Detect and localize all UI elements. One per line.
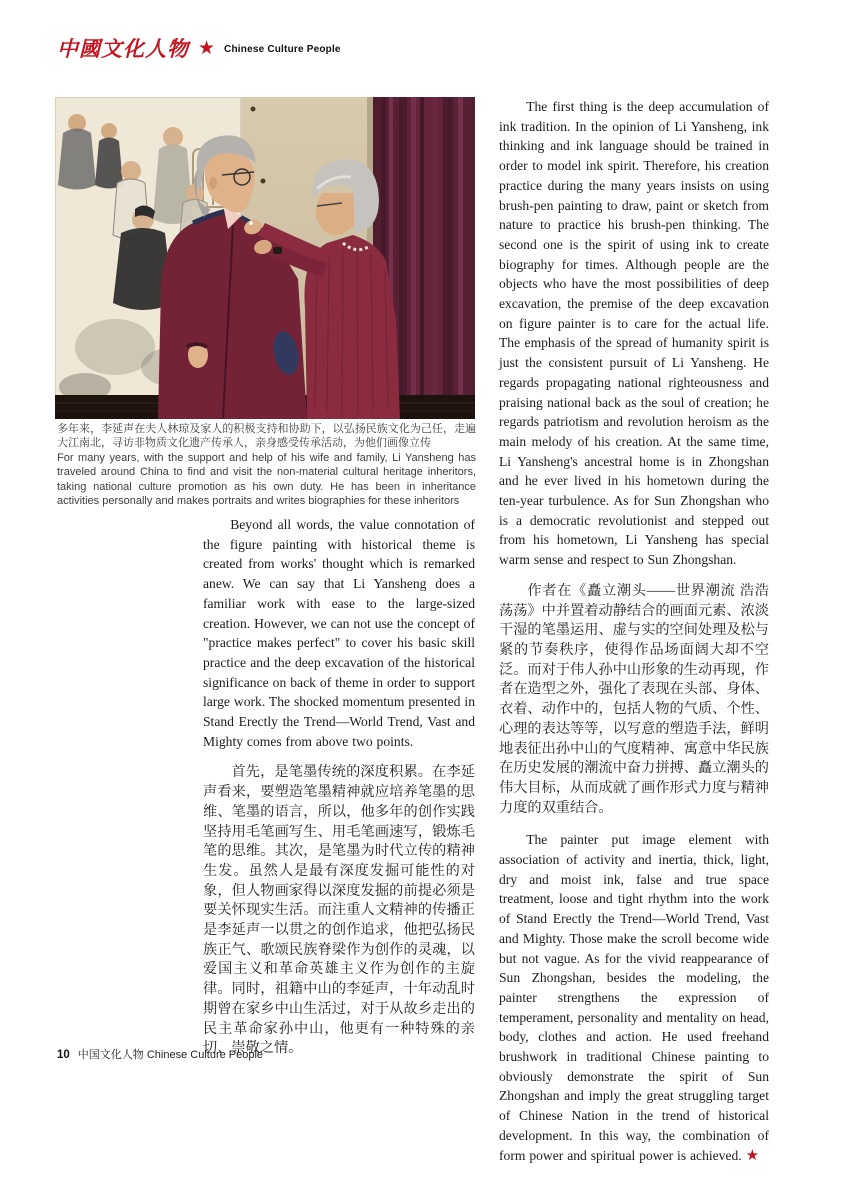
left-paragraph-english: Beyond all words, the value connotation of the figure painting with historical theme is created from works' thought which is remarked anew. We can say that Li Yansheng does a familiar work with ease to the large-sized creation. However, we can not use the concept of "practice makes perfect" to cover his basic skill practice and the deep excavation of the historical significance on back of theme in order to support large work. The shocked momentum presented in Stand Erectly the Trend—World Trend, Vast and Mighty comes from above two points. xyxy=(203,517,475,749)
right-paragraph-3-english xyxy=(499,830,769,1166)
ring xyxy=(249,221,253,225)
right-column xyxy=(499,97,769,1178)
photo xyxy=(55,97,475,419)
photo-caption-chinese: 多年来，李延声在夫人林琼及家人的积极支持和协助下，以弘扬民族文化为己任，走遍大江南北，寻访非物质文化遗产传承人，亲身感受传承活动，为他们画像立传 xyxy=(57,423,476,450)
left-column xyxy=(203,515,475,1071)
photo-caption-english: For many years, with the support and help of his wife and family, Li Yansheng has traveled around China to find and visit the non-material cultural heritage inheritors, taking national culture promotion as his own duty. He has been in inheritance activities personally and makes portraits and writes biographies for these inheritors xyxy=(57,451,476,508)
page-number: 10 xyxy=(57,1049,70,1061)
right-paragraph-1-english: The first thing is the deep accumulation of ink tradition. In the opinion of Li Yansheng, ink thinking and ink language should be trained in order to model ink spirit. Therefore, his creation practice during the many years insists on using brush-pen painting to draw, paint or sketch from nature to practice his brush-pen thinking. The second one is the spirit of using ink to create biography for times. Although people are the objects who have the most possibilities of deep excavation, the premise of the deep excavation on figure painter is to care for the actual life. The emphasis of the spread of humanity spirit is just the consistent pursuit of Li Yansheng. He regards propagating national righteousness and praising national back as the soul of creation; he regards patriotism and revolution heroism as the main melody of his creation. At the same time, Li Yansheng's ancestral home is in Zhongshan and he ever lived in his hometown during the ten-year turbulence. As for Sun Zhongshan who is a democratic revolutionist and stepped out from his hometown, Li Yansheng has special warm sense and respect to Sun Zhongshan. xyxy=(499,99,769,568)
left-paragraph-chinese: 首先，是笔墨传统的深度积累。在李延声看来，要塑造笔墨精神就应培养笔墨的思维、笔墨的语言，所以，他多年的创作实践坚持用毛笔画写生、用毛笔画速写，锻炼毛笔的思维。其次，是笔墨为时代立传的精神生发。虽然人是最有深度发掘可能性的对象，但人物画家得以深度发掘的前提必须是要关怀现实生活。而注重人文精神的传播正是李延声一以贯之的创作追求，他把弘扬民族正气、歌颂民族脊梁作为创作的灵魂，以爱国主义和革命英雄主义作为创作的主旋律。同时，祖籍中山的李延声，十年动乱时期曾在家乡中山生活过，对于从故乡走出的民主革命家孙中山，他更有一种特殊的亲切、崇敬之情。 xyxy=(203,764,475,1057)
right-paragraph-2-chinese: 作者在《矗立潮头——世界潮流 浩浩荡荡》中并置着动静结合的画面元素、浓淡干湿的笔墨运用、虚与实的空间处理及松与紧的节奏秩序，使得作品场面阔大却不空泛。而对于伟人孙中山形象的生动再现，作者在造型之外，强化了表现在头部、身体、衣着、动作中的，包括人物的气质、个性、心理的表达等等，以写意的塑造手法，鲜明地表征出孙中山的气度精神、寓意中华民族在历史发展的潮流中奋力拼搏、矗立潮头的伟大目标，从而成就了画作形式力度与精神力度的双重结合。 xyxy=(499,582,769,816)
footer-journal-title: 中国文化人物 Chinese Culture People xyxy=(77,1049,264,1061)
right-paragraph-3-text: The painter put image element with association of activity and inertia, thick, light, dry and moist ink, false and true space treatment, loose and tight rhythm into the work of Stand Erectly the Trend—World Trend, Vast and Mighty. Those make the scroll become wide but not vague. As for the vivid reappearance of Sun Zhongshan, besides the modeling, the painter strengthens the expression of temperament, personality and mentality on head, body, clothes and action. He used freehand brushwork in traditional Chinese painting to obviously demonstrate the spirit of Sun Zhongshan and imply the great struggling target of Chinese Nation in the trend of historical development. In this way, the combination of form power and spiritual power is achieved. xyxy=(499,832,769,1163)
wristwatch xyxy=(273,247,282,254)
photo-caption xyxy=(57,422,476,508)
end-star-icon: ★ xyxy=(745,1147,760,1164)
brand-logo-english: Chinese Culture People xyxy=(224,44,341,55)
brand-logo xyxy=(57,33,341,63)
brand-logo-chinese: 中國文化人物 xyxy=(57,37,189,61)
photo-illustration xyxy=(55,97,475,419)
brand-star-icon: ★ xyxy=(198,37,216,59)
page-footer xyxy=(57,1046,263,1062)
